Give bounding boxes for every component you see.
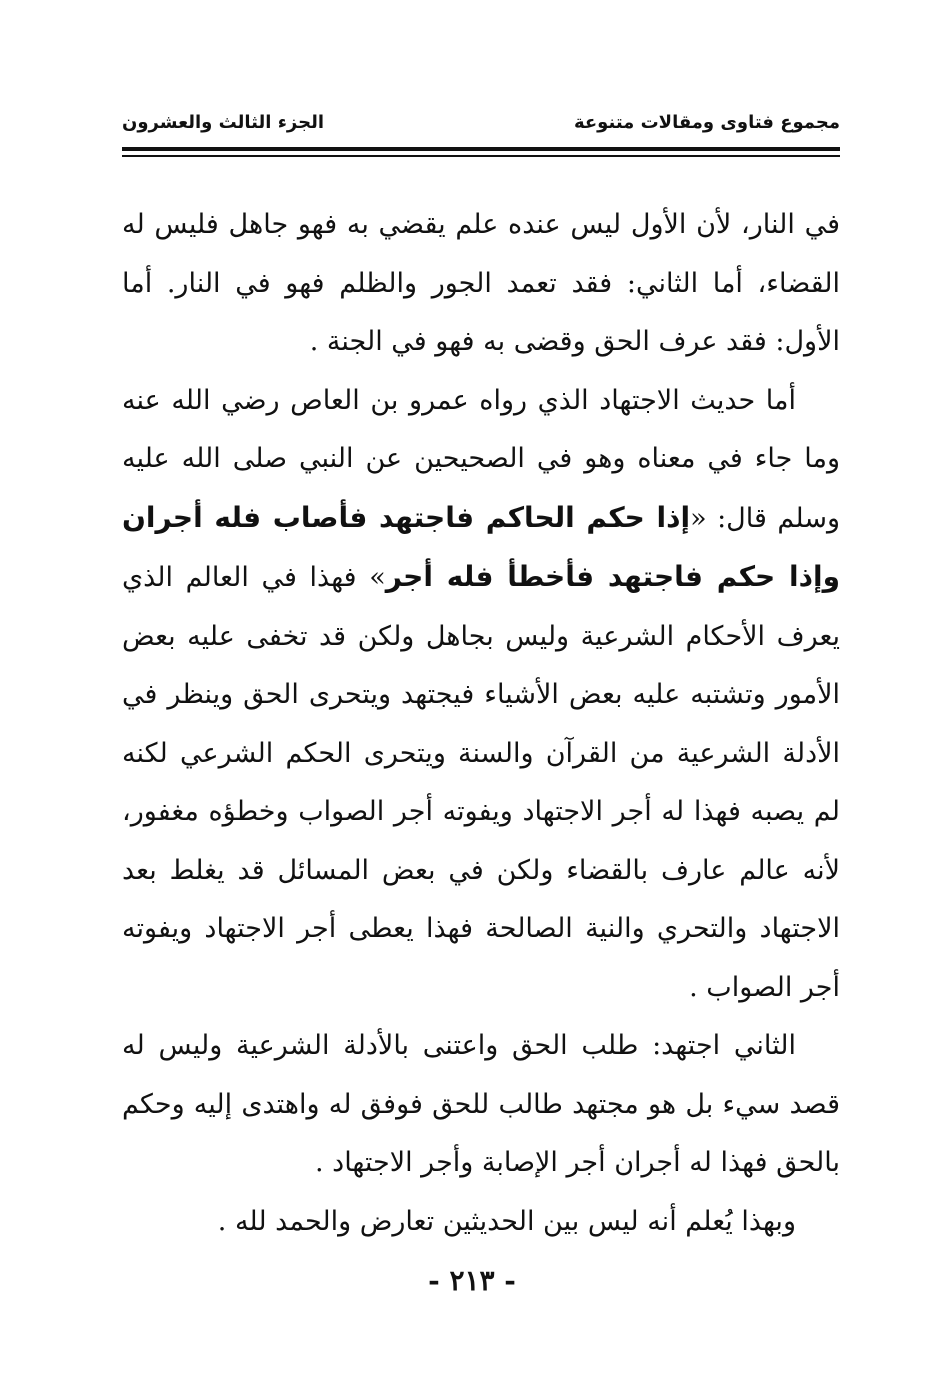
paragraph-2 <box>122 372 840 1018</box>
paragraph-4: وبهذا يُعلم أنه ليس بين الحديثين تعارض والحمد لله . <box>217 1205 796 1237</box>
paragraph-2-explanation: » فهذا في العالم الذي يعرف الأحكام الشرعية وليس بجاهل ولكن قد تخفى عليه بعض الأمور وتشتبه عليه بعض الأشياء فيجتهد ويتحرى الحق وينظر في الأدلة الشرعية من القرآن والسنة ويتحرى الحكم الشرعي لكنه لم يصبه فهذا له أجر الاجتهاد ويفوته أجر الصواب وخطؤه مغفور، لأنه عالم عارف بالقضاء ولكن في بعض المسائل قد يغلط بعد الاجتهاد والتحري والنية الصالحة فهذا يعطى أجر الاجتهاد ويفوته أجر الصواب . <box>122 562 840 1003</box>
paragraph-2-intro: أما حديث الاجتهاد الذي رواه عمرو بن العاص رضي الله عنه وما جاء في معناه وهو في الصحيحين عن النبي صلى الله عليه وسلم قال: « <box>122 384 840 534</box>
paragraph-1: في النار، لأن الأول ليس عنده علم يقضي به فهو جاهل فليس له القضاء، أما الثاني: فقد تعمد الجور والظلم فهو في النار. أما الأول: فقد عرف الحق وقضى به فهو في الجنة . <box>122 209 840 357</box>
book-title: مجموع فتاوى ومقالات متنوعة <box>573 112 840 133</box>
header-rule-thin <box>122 155 840 157</box>
volume-label: الجزء الثالث والعشرون <box>122 112 325 133</box>
header-rule-thick <box>122 147 840 151</box>
running-header <box>122 112 840 142</box>
hadith-quote: إذا حكم الحاكم فاجتهد فأصاب فله أجران وإذا حكم فاجتهد فأخطأ فله أجر <box>122 500 840 593</box>
body-text <box>122 196 840 1251</box>
paragraph-3: الثاني اجتهد: طلب الحق واعتنى بالأدلة الشرعية وليس له قصد سيء بل هو مجتهد طالب للحق فوفق له واهتدى إليه وحكم بالحق فهذا له أجران أجر الإصابة وأجر الاجتهاد . <box>122 1030 840 1178</box>
page-number: - ٢١٣ - <box>428 1264 516 1297</box>
